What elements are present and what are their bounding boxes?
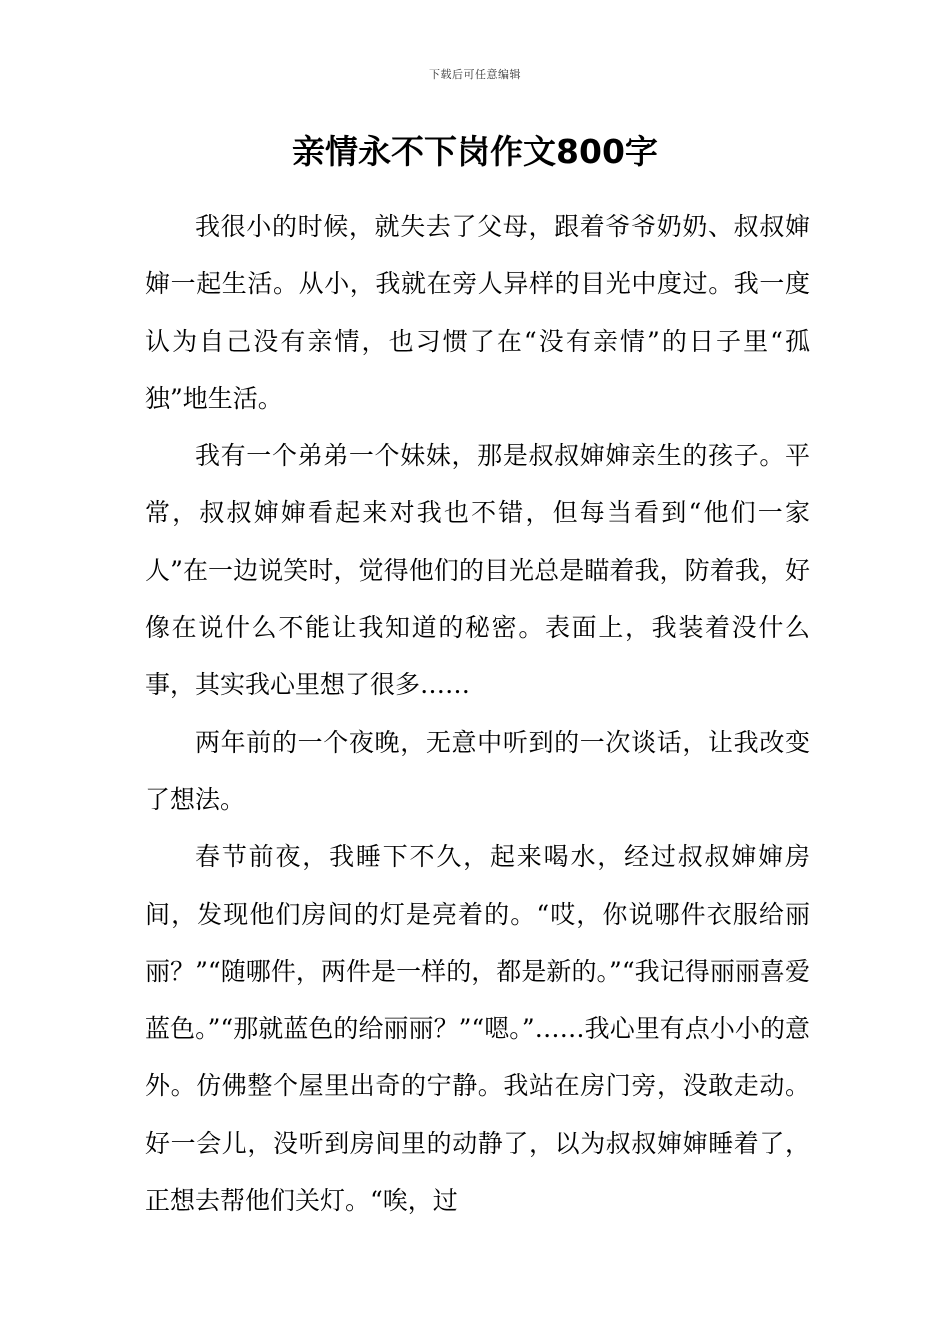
header-note: 下载后可任意编辑 [429,68,521,81]
paragraph-2: 我有一个弟弟一个妹妹，那是叔叔婶婶亲生的孩子。平常，叔叔婶婶看起来对我也不错，但每当看到“他们一家人”在一边说笑时，觉得他们的目光总是瞄着我，防着我，好像在说什么不能让我知道的秘密。表面上，我装着没什么事，其实我心里想了很多…… [145,441,810,700]
paragraph-4: 春节前夜，我睡下不久，起来喝水，经过叔叔婶婶房间，发现他们房间的灯是亮着的。“哎，你说哪件衣服给丽丽？”“随哪件，两件是一样的，都是新的。”“我记得丽丽喜爱蓝色。”“那就蓝色的给丽丽？”“嗯。”……我心里有点小小的意外。仿佛整个屋里出奇的宁静。我站在房门旁，没敢走动。好一会儿，没听到房间里的动静了，以为叔叔婶婶睡着了，正想去帮他们关灯。“唉，过 [145,842,810,1216]
article-body [145,198,810,1229]
paragraph-1: 我很小的时候，就失去了父母，跟着爷爷奶奶、叔叔婶婶一起生活。从小，我就在旁人异样的目光中度过。我一度认为自己没有亲情，也习惯了在“没有亲情”的日子里“孤独”地生活。 [145,212,810,413]
page-title: 亲情永不下岗作文800字 [292,132,658,171]
paragraph-3: 两年前的一个夜晚，无意中听到的一次谈话，让我改变了想法。 [145,727,810,814]
